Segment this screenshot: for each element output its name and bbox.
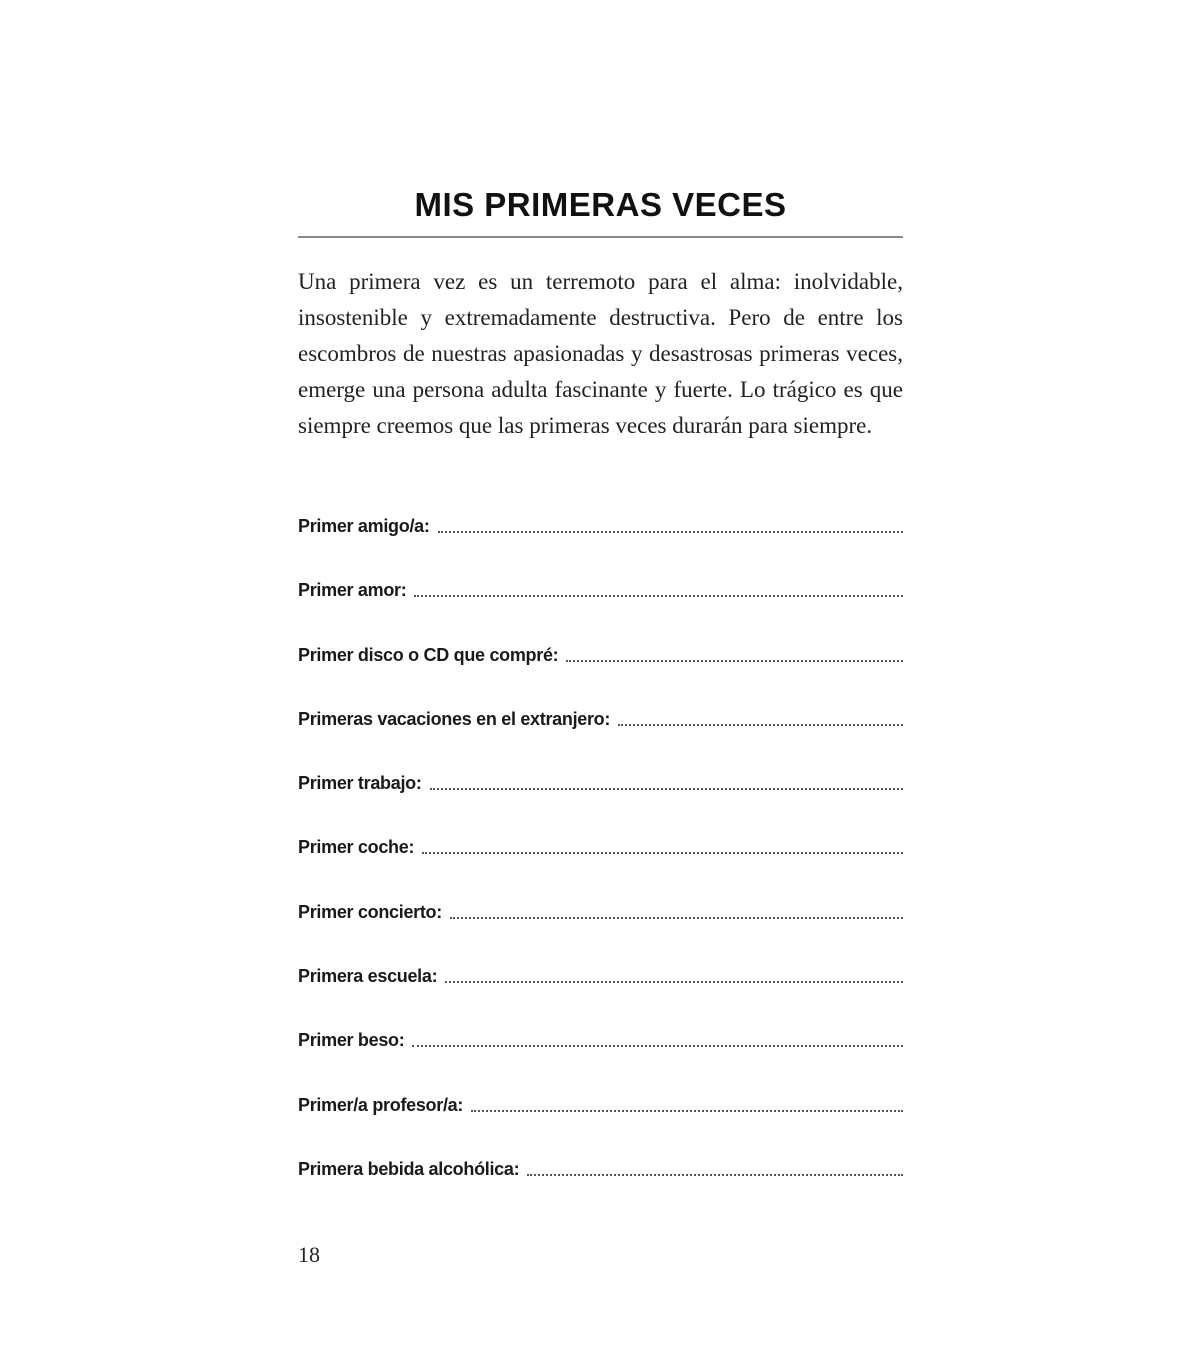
fill-in-field-primer-beso[interactable]: [298, 1030, 903, 1094]
dotted-answer-line[interactable]: [438, 529, 903, 533]
field-label: Primer trabajo:: [298, 773, 422, 794]
fill-in-field-primer-disco[interactable]: [298, 645, 903, 709]
page-number: 18: [298, 1242, 320, 1267]
fill-in-field-primeras-vacaciones[interactable]: [298, 709, 903, 773]
field-label: Primer amor:: [298, 580, 407, 601]
book-page: [298, 0, 903, 1372]
dotted-answer-line[interactable]: [566, 658, 903, 662]
dotted-answer-line[interactable]: [450, 915, 903, 919]
fill-in-field-primer-amigo[interactable]: [298, 516, 903, 580]
fill-in-field-primera-escuela[interactable]: [298, 966, 903, 1030]
dotted-answer-line[interactable]: [414, 593, 903, 597]
field-label: Primer/a profesor/a:: [298, 1094, 464, 1115]
dotted-answer-line[interactable]: [527, 1172, 903, 1176]
dotted-answer-line[interactable]: [422, 850, 903, 854]
dotted-answer-line[interactable]: [471, 1108, 903, 1112]
dotted-answer-line[interactable]: [430, 786, 903, 790]
fill-in-list: [298, 516, 903, 1223]
dotted-answer-line[interactable]: [445, 979, 903, 983]
page-title: MIS PRIMERAS VECES: [414, 186, 787, 223]
fill-in-field-primera-bebida[interactable]: [298, 1159, 903, 1223]
field-label: Primera bebida alcohólica:: [298, 1158, 520, 1179]
dotted-answer-line[interactable]: [412, 1043, 903, 1047]
fill-in-field-primer-profesor[interactable]: [298, 1095, 903, 1159]
field-label: Primer beso:: [298, 1030, 405, 1051]
field-label: Primer coche:: [298, 837, 415, 858]
field-label: Primeras vacaciones en el extranjero:: [298, 708, 611, 729]
field-label: Primer disco o CD que compré:: [298, 644, 559, 665]
intro-paragraph: Una primera vez es un terremoto para el alma: inolvidable, insostenible y extremadamente destructiva. Pero de entre los escombros de nuestras apasionadas y desastrosas primeras veces, emerge una persona adulta fascinante y fuerte. Lo trágico es que siempre creemos que las primeras veces durarán para siempre.: [298, 269, 903, 438]
field-label: Primera escuela:: [298, 966, 438, 987]
dotted-answer-line[interactable]: [618, 722, 903, 726]
fill-in-field-primer-coche[interactable]: [298, 837, 903, 901]
fill-in-field-primer-concierto[interactable]: [298, 902, 903, 966]
fill-in-field-primer-trabajo[interactable]: [298, 773, 903, 837]
fill-in-field-primer-amor[interactable]: [298, 580, 903, 644]
field-label: Primer concierto:: [298, 901, 442, 922]
field-label: Primer amigo/a:: [298, 516, 430, 536]
title-divider: [298, 236, 903, 238]
